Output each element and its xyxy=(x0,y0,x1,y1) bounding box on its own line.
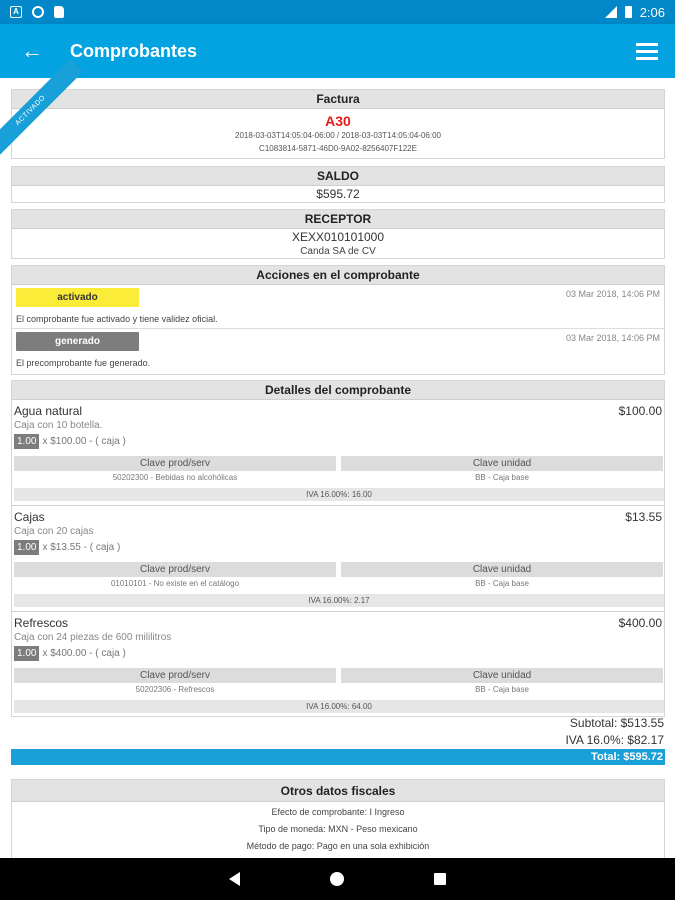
nav-bar xyxy=(0,858,675,900)
line-item xyxy=(12,506,664,612)
item-iva: IVA 16.00%: 64.00 xyxy=(14,700,664,713)
totals xyxy=(565,715,664,749)
item-keys xyxy=(14,456,664,485)
item-qty: 1.00 xyxy=(14,434,39,449)
item-amount: $400.00 xyxy=(618,616,662,630)
key-unit-value: BB - Caja base xyxy=(475,473,529,482)
key-prod-header: Clave prod/serv xyxy=(14,668,336,683)
iva-total: IVA 16.0%: $82.17 xyxy=(565,733,664,747)
receptor-name: Canda SA de CV xyxy=(300,246,376,257)
nav-recents-icon[interactable] xyxy=(434,873,446,885)
status-badge: activado xyxy=(16,288,139,307)
item-keys xyxy=(14,668,664,697)
notification-circle-icon xyxy=(32,6,44,18)
key-prod-value: 50202300 - Bebidas no alcohólicas xyxy=(112,473,238,482)
status-badge: generado xyxy=(16,332,139,351)
saldo-value: $595.72 xyxy=(316,187,360,201)
action-date: 03 Mar 2018, 14:06 PM xyxy=(565,333,660,343)
item-price: x $13.55 - ( caja ) xyxy=(42,542,121,553)
subtotal: Subtotal: $513.55 xyxy=(569,716,664,730)
key-prod-value: 50202306 - Refrescos xyxy=(135,685,215,694)
item-iva: IVA 16.00%: 16.00 xyxy=(14,488,664,501)
notification-a-icon: A xyxy=(10,6,22,18)
item-desc: Caja con 20 cajas xyxy=(14,526,94,537)
content-scroll[interactable] xyxy=(0,78,675,858)
signal-icon xyxy=(605,6,617,18)
folio: A30 xyxy=(325,113,351,129)
action-desc: El precomprobante fue generado. xyxy=(16,358,151,368)
action-item xyxy=(12,285,664,329)
acciones-header: Acciones en el comprobante xyxy=(12,266,664,285)
item-name: Refrescos xyxy=(14,616,69,630)
action-desc: El comprobante fue activado y tiene validez oficial. xyxy=(16,314,218,324)
otros-line: Efecto de comprobante: I Ingreso xyxy=(271,807,405,817)
otros-header: Otros datos fiscales xyxy=(12,780,664,802)
item-iva: IVA 16.00%: 2.17 xyxy=(14,594,664,607)
item-qty-line xyxy=(14,646,126,661)
key-prod-header: Clave prod/serv xyxy=(14,456,336,471)
item-price: x $400.00 - ( caja ) xyxy=(42,648,126,659)
status-bar xyxy=(0,0,675,24)
action-item xyxy=(12,329,664,373)
key-unit-value: BB - Caja base xyxy=(475,685,529,694)
key-unit-header: Clave unidad xyxy=(341,562,663,577)
receptor-card xyxy=(11,209,665,259)
receptor-header: RECEPTOR xyxy=(12,210,664,229)
clock: 2:06 xyxy=(639,4,665,20)
otros-line: Método de pago: Pago en una sola exhibición xyxy=(246,841,430,851)
action-date: 03 Mar 2018, 14:06 PM xyxy=(565,289,660,299)
factura-uuid: C1083814-5871-46D0-9A02-8256407F122E xyxy=(259,144,417,153)
item-qty: 1.00 xyxy=(14,540,39,555)
item-desc: Caja con 24 piezas de 600 mililitros xyxy=(14,632,172,643)
key-prod-header: Clave prod/serv xyxy=(14,562,336,577)
key-prod-value: 01010101 - No existe en el catálogo xyxy=(110,579,240,588)
line-item xyxy=(12,400,664,506)
page-title: Comprobantes xyxy=(70,40,198,61)
key-unit-header: Clave unidad xyxy=(341,456,663,471)
item-qty-line xyxy=(14,540,120,555)
total-bar: Total: $595.72 xyxy=(11,749,665,765)
app-bar xyxy=(0,24,675,78)
detalles-card xyxy=(11,380,665,717)
acciones-card xyxy=(11,265,665,375)
item-name: Cajas xyxy=(14,510,45,524)
saldo-header: SALDO xyxy=(12,167,664,186)
item-qty: 1.00 xyxy=(14,646,39,661)
item-amount: $13.55 xyxy=(625,510,662,524)
factura-dates: 2018-03-03T14:05:04-06:00 / 2018-03-03T14:05:04-06:00 xyxy=(235,131,441,140)
status-ribbon-label: ACTIVADO xyxy=(0,59,83,164)
item-keys xyxy=(14,562,664,591)
back-arrow-icon[interactable]: ← xyxy=(21,38,43,63)
line-item xyxy=(12,612,664,718)
receptor-rfc: XEXX010101000 xyxy=(291,230,385,244)
battery-icon xyxy=(625,6,632,18)
item-amount: $100.00 xyxy=(618,404,662,418)
key-unit-header: Clave unidad xyxy=(341,668,663,683)
nav-home-icon[interactable] xyxy=(330,872,344,886)
status-ribbon xyxy=(0,78,110,188)
detalles-header: Detalles del comprobante xyxy=(12,381,664,400)
sd-card-icon xyxy=(54,6,64,18)
key-unit-value: BB - Caja base xyxy=(475,579,529,588)
factura-header: Factura xyxy=(12,90,664,109)
item-desc: Caja con 10 botella. xyxy=(14,420,103,431)
item-qty-line xyxy=(14,434,126,449)
hamburger-menu-icon[interactable] xyxy=(619,24,675,78)
item-price: x $100.00 - ( caja ) xyxy=(42,436,126,447)
item-name: Agua natural xyxy=(14,404,83,418)
nav-back-icon[interactable] xyxy=(229,872,240,886)
otros-line: Tipo de moneda: MXN - Peso mexicano xyxy=(258,824,418,834)
